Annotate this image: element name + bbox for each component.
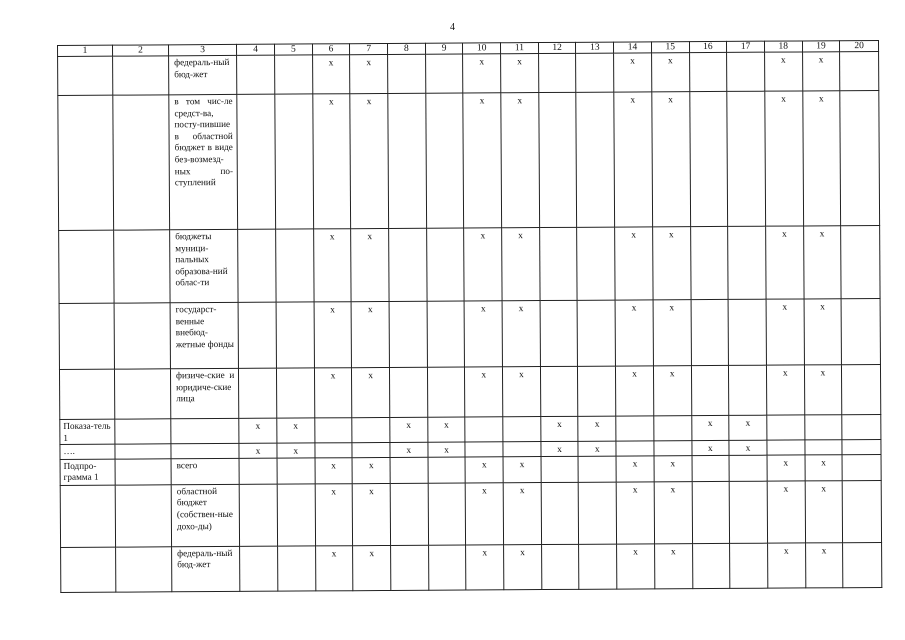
empty-cell bbox=[277, 484, 315, 546]
x-mark: x bbox=[804, 365, 842, 415]
empty-cell bbox=[315, 443, 353, 458]
empty-cell bbox=[389, 301, 427, 367]
row-label bbox=[59, 369, 114, 419]
row-label bbox=[59, 230, 114, 303]
empty-cell bbox=[840, 51, 879, 90]
x-mark: x bbox=[614, 92, 653, 227]
empty-cell bbox=[654, 441, 692, 456]
x-mark: x bbox=[315, 545, 353, 590]
x-mark: x bbox=[651, 53, 689, 92]
x-mark: x bbox=[390, 417, 428, 442]
empty-cell bbox=[539, 92, 578, 227]
empty-cell bbox=[842, 364, 881, 414]
empty-cell bbox=[113, 95, 170, 230]
x-mark: x bbox=[315, 457, 353, 483]
column-header: 18 bbox=[764, 41, 802, 52]
table-row bbox=[60, 480, 881, 547]
x-mark: x bbox=[615, 227, 653, 300]
empty-cell bbox=[275, 55, 313, 94]
empty-cell bbox=[729, 481, 767, 543]
x-mark: x bbox=[653, 366, 691, 416]
table-row bbox=[59, 225, 880, 303]
column-header: 10 bbox=[463, 43, 501, 54]
empty-cell bbox=[388, 93, 427, 228]
column-header: 20 bbox=[840, 40, 879, 51]
empty-cell bbox=[238, 229, 276, 302]
funding-source: бюджеты муници-пальных образова-ний облас-ти bbox=[170, 229, 239, 302]
x-mark: x bbox=[616, 366, 654, 416]
empty-cell bbox=[276, 229, 314, 302]
x-mark: x bbox=[390, 442, 428, 457]
x-mark: x bbox=[803, 226, 841, 299]
empty-cell bbox=[539, 227, 577, 300]
x-mark: x bbox=[504, 544, 542, 589]
empty-cell bbox=[115, 444, 171, 459]
empty-cell bbox=[538, 53, 576, 92]
empty-cell bbox=[428, 545, 466, 590]
empty-cell bbox=[352, 417, 390, 442]
empty-cell bbox=[840, 90, 880, 225]
empty-cell bbox=[425, 93, 464, 228]
x-mark: x bbox=[617, 544, 655, 589]
x-mark: x bbox=[465, 367, 503, 417]
x-mark: x bbox=[350, 54, 388, 93]
empty-cell bbox=[727, 52, 765, 91]
x-mark: x bbox=[466, 483, 504, 545]
x-mark: x bbox=[352, 457, 390, 483]
column-header: 13 bbox=[576, 42, 614, 53]
x-mark: x bbox=[314, 302, 352, 368]
column-header: 17 bbox=[727, 41, 765, 52]
empty-cell bbox=[389, 228, 427, 301]
empty-cell bbox=[114, 303, 170, 369]
x-mark: x bbox=[277, 418, 315, 443]
empty-cell bbox=[689, 52, 727, 91]
row-label bbox=[58, 56, 113, 95]
table-row bbox=[59, 298, 880, 369]
x-mark: x bbox=[351, 228, 389, 301]
column-header: 1 bbox=[58, 45, 113, 56]
empty-cell bbox=[577, 227, 615, 300]
column-header: 7 bbox=[350, 43, 388, 54]
x-mark: x bbox=[464, 301, 502, 367]
empty-cell bbox=[576, 53, 614, 92]
x-mark: x bbox=[501, 93, 540, 228]
x-mark: x bbox=[315, 483, 353, 545]
empty-cell bbox=[115, 485, 171, 547]
empty-cell bbox=[540, 300, 578, 366]
x-mark: x bbox=[615, 300, 653, 366]
empty-cell bbox=[390, 457, 428, 483]
x-mark: x bbox=[277, 443, 315, 458]
empty-cell bbox=[689, 91, 728, 226]
table-row bbox=[59, 364, 880, 419]
empty-cell bbox=[692, 481, 730, 543]
empty-cell bbox=[576, 92, 615, 227]
column-header: 6 bbox=[312, 44, 350, 55]
x-mark: x bbox=[691, 441, 729, 456]
empty-cell bbox=[427, 301, 465, 367]
empty-cell bbox=[841, 298, 880, 364]
row-label: Показа-тель 1 bbox=[60, 419, 115, 445]
column-header: 16 bbox=[689, 41, 727, 52]
x-mark: x bbox=[541, 442, 579, 457]
x-mark: x bbox=[805, 542, 843, 587]
empty-cell bbox=[541, 482, 579, 544]
funding-source: всего bbox=[171, 458, 239, 484]
empty-cell bbox=[691, 365, 729, 415]
x-mark: x bbox=[464, 228, 502, 301]
empty-cell bbox=[729, 365, 767, 415]
row-label bbox=[58, 95, 114, 230]
table-body bbox=[58, 40, 882, 592]
empty-cell bbox=[579, 482, 617, 544]
x-mark: x bbox=[616, 456, 654, 482]
x-mark: x bbox=[312, 94, 351, 229]
x-mark: x bbox=[578, 416, 616, 441]
empty-cell bbox=[616, 441, 654, 456]
x-mark: x bbox=[802, 91, 841, 226]
empty-cell bbox=[278, 546, 316, 591]
x-mark: x bbox=[729, 415, 767, 440]
x-mark: x bbox=[503, 456, 541, 482]
x-mark: x bbox=[239, 443, 277, 458]
row-label: Подпро-грамма 1 bbox=[60, 459, 115, 485]
empty-cell bbox=[730, 543, 768, 588]
empty-cell bbox=[465, 442, 503, 457]
empty-cell bbox=[729, 455, 767, 481]
x-mark: x bbox=[352, 483, 390, 545]
empty-cell bbox=[578, 366, 616, 416]
empty-cell bbox=[239, 458, 277, 484]
x-mark: x bbox=[802, 52, 840, 91]
empty-cell bbox=[616, 416, 654, 441]
row-label bbox=[59, 303, 114, 369]
empty-cell bbox=[115, 419, 171, 445]
funding-source bbox=[171, 444, 239, 459]
x-mark: x bbox=[465, 457, 503, 483]
empty-cell bbox=[728, 226, 766, 299]
empty-cell bbox=[277, 458, 315, 484]
column-header: 5 bbox=[274, 44, 312, 55]
empty-cell bbox=[728, 299, 766, 365]
x-mark: x bbox=[653, 300, 691, 366]
column-header: 11 bbox=[501, 43, 539, 54]
empty-cell bbox=[654, 416, 692, 441]
empty-cell bbox=[427, 367, 465, 417]
empty-cell bbox=[114, 369, 170, 419]
x-mark: x bbox=[463, 93, 502, 228]
x-mark: x bbox=[654, 455, 692, 481]
x-mark: x bbox=[503, 482, 541, 544]
x-mark: x bbox=[805, 454, 843, 480]
x-mark: x bbox=[463, 54, 501, 93]
x-mark: x bbox=[767, 481, 805, 543]
x-mark: x bbox=[614, 53, 652, 92]
column-header: 3 bbox=[169, 44, 237, 55]
x-mark: x bbox=[350, 93, 389, 228]
x-mark: x bbox=[764, 52, 802, 91]
column-header: 4 bbox=[237, 44, 275, 55]
x-mark: x bbox=[766, 299, 804, 365]
x-mark: x bbox=[502, 301, 540, 367]
empty-cell bbox=[540, 366, 578, 416]
row-label bbox=[60, 485, 115, 547]
empty-cell bbox=[276, 368, 314, 418]
empty-cell bbox=[842, 414, 881, 439]
empty-cell bbox=[352, 443, 390, 458]
funding-source: физиче-ские и юридиче-ские лица bbox=[170, 368, 239, 418]
funding-source: федераль-ный бюд-жет bbox=[169, 55, 237, 94]
x-mark: x bbox=[501, 54, 539, 93]
x-mark: x bbox=[578, 441, 616, 456]
x-mark: x bbox=[654, 543, 692, 588]
empty-cell bbox=[767, 440, 805, 455]
x-mark: x bbox=[765, 226, 803, 299]
empty-cell bbox=[541, 456, 579, 482]
x-mark: x bbox=[427, 417, 465, 442]
x-mark: x bbox=[804, 299, 842, 365]
x-mark: x bbox=[313, 229, 351, 302]
column-header: 19 bbox=[802, 41, 840, 52]
x-mark: x bbox=[652, 227, 690, 300]
funding-source: в том чис-ле средст-ва, посту-пившие в областной бюджет в виде без-возмезд-ных по-ступлений bbox=[169, 94, 238, 229]
empty-cell bbox=[690, 226, 728, 299]
x-mark: x bbox=[239, 418, 277, 443]
empty-cell bbox=[114, 230, 170, 303]
x-mark: x bbox=[767, 455, 805, 481]
empty-cell bbox=[238, 302, 276, 368]
empty-cell bbox=[239, 484, 277, 546]
row-label: …. bbox=[60, 444, 115, 459]
empty-cell bbox=[541, 544, 579, 589]
x-mark: x bbox=[466, 545, 504, 590]
column-header: 15 bbox=[651, 42, 689, 53]
empty-cell bbox=[692, 543, 730, 588]
column-header: 8 bbox=[387, 43, 425, 54]
empty-cell bbox=[240, 546, 278, 591]
empty-cell bbox=[578, 456, 616, 482]
empty-cell bbox=[841, 225, 880, 298]
funding-source: федераль-ный бюд-жет bbox=[172, 546, 241, 591]
x-mark: x bbox=[353, 545, 391, 590]
empty-cell bbox=[842, 454, 881, 480]
x-mark: x bbox=[652, 92, 691, 227]
x-mark: x bbox=[351, 301, 389, 367]
empty-cell bbox=[388, 54, 426, 93]
empty-cell bbox=[237, 55, 275, 94]
funding-source: областной бюджет (собствен-ные дохо-ды) bbox=[171, 484, 240, 546]
x-mark: x bbox=[805, 480, 843, 542]
x-mark: x bbox=[654, 481, 692, 543]
x-mark: x bbox=[766, 365, 804, 415]
empty-cell bbox=[578, 300, 616, 366]
empty-cell bbox=[426, 228, 464, 301]
x-mark: x bbox=[767, 543, 805, 588]
empty-cell bbox=[465, 417, 503, 442]
x-mark: x bbox=[312, 55, 350, 94]
empty-cell bbox=[842, 440, 881, 455]
empty-cell bbox=[767, 415, 805, 440]
empty-cell bbox=[428, 457, 466, 483]
empty-cell bbox=[116, 547, 172, 592]
empty-cell bbox=[391, 545, 429, 590]
empty-cell bbox=[428, 483, 466, 545]
empty-cell bbox=[390, 483, 428, 545]
x-mark: x bbox=[352, 367, 390, 417]
empty-cell bbox=[579, 544, 617, 589]
empty-cell bbox=[691, 299, 729, 365]
empty-cell bbox=[804, 440, 842, 455]
empty-cell bbox=[237, 94, 276, 229]
empty-cell bbox=[843, 542, 882, 587]
table-row bbox=[58, 90, 880, 230]
empty-cell bbox=[115, 459, 171, 485]
x-mark: x bbox=[314, 368, 352, 418]
x-mark: x bbox=[691, 415, 729, 440]
empty-cell bbox=[503, 417, 541, 442]
empty-cell bbox=[503, 442, 541, 457]
empty-cell bbox=[275, 94, 314, 229]
column-header: 9 bbox=[425, 43, 463, 54]
x-mark: x bbox=[616, 482, 654, 544]
table-row bbox=[58, 51, 879, 95]
column-header: 2 bbox=[113, 45, 169, 56]
empty-cell bbox=[727, 91, 766, 226]
funding-source: государст-венные внебюд-жетные фонды bbox=[170, 302, 239, 368]
column-header: 14 bbox=[614, 42, 652, 53]
x-mark: x bbox=[541, 416, 579, 441]
budget-table bbox=[57, 40, 882, 593]
page-number: 4 bbox=[450, 22, 455, 33]
empty-cell bbox=[425, 54, 463, 93]
column-header: 12 bbox=[538, 42, 576, 53]
empty-cell bbox=[239, 368, 277, 418]
row-label bbox=[61, 547, 116, 592]
x-mark: x bbox=[765, 91, 804, 226]
funding-source bbox=[171, 418, 239, 444]
empty-cell bbox=[692, 455, 730, 481]
empty-cell bbox=[842, 480, 881, 542]
table-row bbox=[61, 542, 882, 592]
x-mark: x bbox=[503, 367, 541, 417]
empty-cell bbox=[389, 367, 427, 417]
x-mark: x bbox=[729, 440, 767, 455]
empty-cell bbox=[804, 415, 842, 440]
empty-cell bbox=[113, 56, 169, 95]
empty-cell bbox=[276, 302, 314, 368]
x-mark: x bbox=[428, 442, 466, 457]
empty-cell bbox=[314, 418, 352, 443]
x-mark: x bbox=[502, 228, 540, 301]
